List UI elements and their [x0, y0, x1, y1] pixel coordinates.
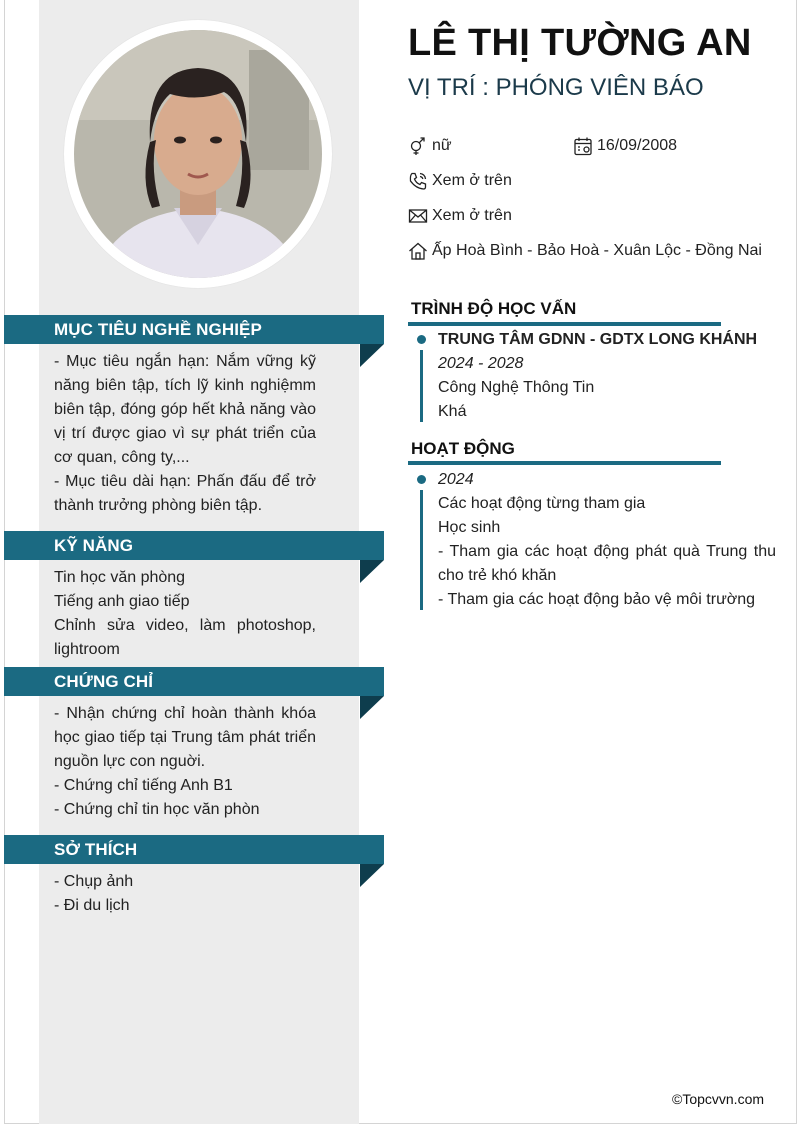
skill-item: Tiếng anh giao tiếp: [54, 593, 190, 610]
education-entry: [438, 328, 776, 424]
footer-credit: ©Topcvvn.com: [672, 1091, 765, 1107]
section-header-hobbies: SỞ THÍCH: [4, 835, 384, 864]
activity-heading: Các hoạt động từng tham gia: [438, 495, 646, 512]
section-underline: [408, 461, 721, 465]
gender-icon: [408, 136, 428, 156]
timeline-line: [420, 350, 423, 422]
phone-value: Xem ở trên: [432, 172, 512, 189]
mail-icon: [408, 206, 428, 226]
section-fold-decoration: [360, 560, 384, 583]
activity-item: - Tham gia các hoạt động bảo vệ môi trường: [438, 591, 756, 608]
email-value: Xem ở trên: [432, 207, 512, 224]
gender-info: [408, 136, 452, 156]
birthdate-value: 16/09/2008: [597, 137, 678, 154]
school-name: TRUNG TÂM GDNN - GDTX LONG KHÁNH: [438, 331, 758, 348]
candidate-name: LÊ THỊ TƯỜNG AN: [408, 22, 752, 64]
email-info: [408, 206, 512, 226]
avatar: [74, 30, 322, 278]
objective-line: - Mục tiêu ngắn hạn: Nắm vững kỹ năng biên tập, tích lỹ kinh nghiệmm biên tập, đóng góp hết khả năng vào vị trí được giao vì sự phát triển của cơ quan, công ty,...: [54, 353, 316, 466]
birthdate-info: [573, 136, 677, 156]
section-underline: [408, 322, 721, 326]
certificates-content: [54, 702, 316, 822]
hobby-item: - Chụp ảnh: [54, 873, 134, 890]
certificate-item: - Chứng chỉ tin học văn phòn: [54, 801, 260, 818]
certificate-item: - Chứng chỉ tiếng Anh B1: [54, 777, 233, 794]
section-header-skills: KỸ NĂNG: [4, 531, 384, 560]
activity-role: Học sinh: [438, 519, 501, 536]
hobbies-content: [54, 870, 316, 918]
phone-info: [408, 171, 512, 191]
skills-content: [54, 566, 316, 662]
timeline-dot: [417, 335, 426, 344]
timeline-dot: [417, 475, 426, 484]
education-grade: Khá: [438, 403, 467, 420]
activity-item: - Tham gia các hoạt động phát quà Trung thu cho trẻ khó khăn: [438, 543, 776, 584]
skill-item: Tin học văn phòng: [54, 569, 186, 586]
calendar-icon: [573, 136, 593, 156]
objective-line: - Mục tiêu dài hạn: Phấn đấu để trở thành trưởng phòng biên tập.: [54, 473, 316, 514]
activity-entry: [438, 468, 776, 612]
section-header-certificates: CHỨNG CHỈ: [4, 667, 384, 696]
address-value: Ấp Hoà Bình - Bảo Hoà - Xuân Lộc - Đồng Nai: [432, 242, 762, 259]
address-info: [408, 241, 762, 261]
section-header-activities: HOẠT ĐỘNG: [411, 439, 515, 458]
education-major: Công Nghệ Thông Tin: [438, 379, 595, 396]
gender-value: nữ: [432, 137, 452, 154]
certificate-item: - Nhận chứng chỉ hoàn thành khóa học giao tiếp tại Trung tâm phát triển nguồn lực con nguời.: [54, 705, 316, 770]
phone-icon: [408, 171, 428, 191]
job-position: VỊ TRÍ : PHÓNG VIÊN BÁO: [408, 74, 704, 101]
section-fold-decoration: [360, 344, 384, 367]
timeline-line: [420, 490, 423, 610]
activity-year: 2024: [438, 471, 474, 488]
home-icon: [408, 241, 428, 261]
skill-item: Chỉnh sửa video, làm photoshop, lightroom: [54, 617, 316, 658]
section-fold-decoration: [360, 696, 384, 719]
section-header-objective: MỤC TIÊU NGHỀ NGHIỆP: [4, 315, 384, 344]
hobby-item: - Đi du lịch: [54, 897, 130, 914]
section-header-education: TRÌNH ĐỘ HỌC VẤN: [411, 299, 577, 318]
education-period: 2024 - 2028: [438, 355, 524, 372]
objective-content: [54, 350, 316, 518]
section-fold-decoration: [360, 864, 384, 887]
